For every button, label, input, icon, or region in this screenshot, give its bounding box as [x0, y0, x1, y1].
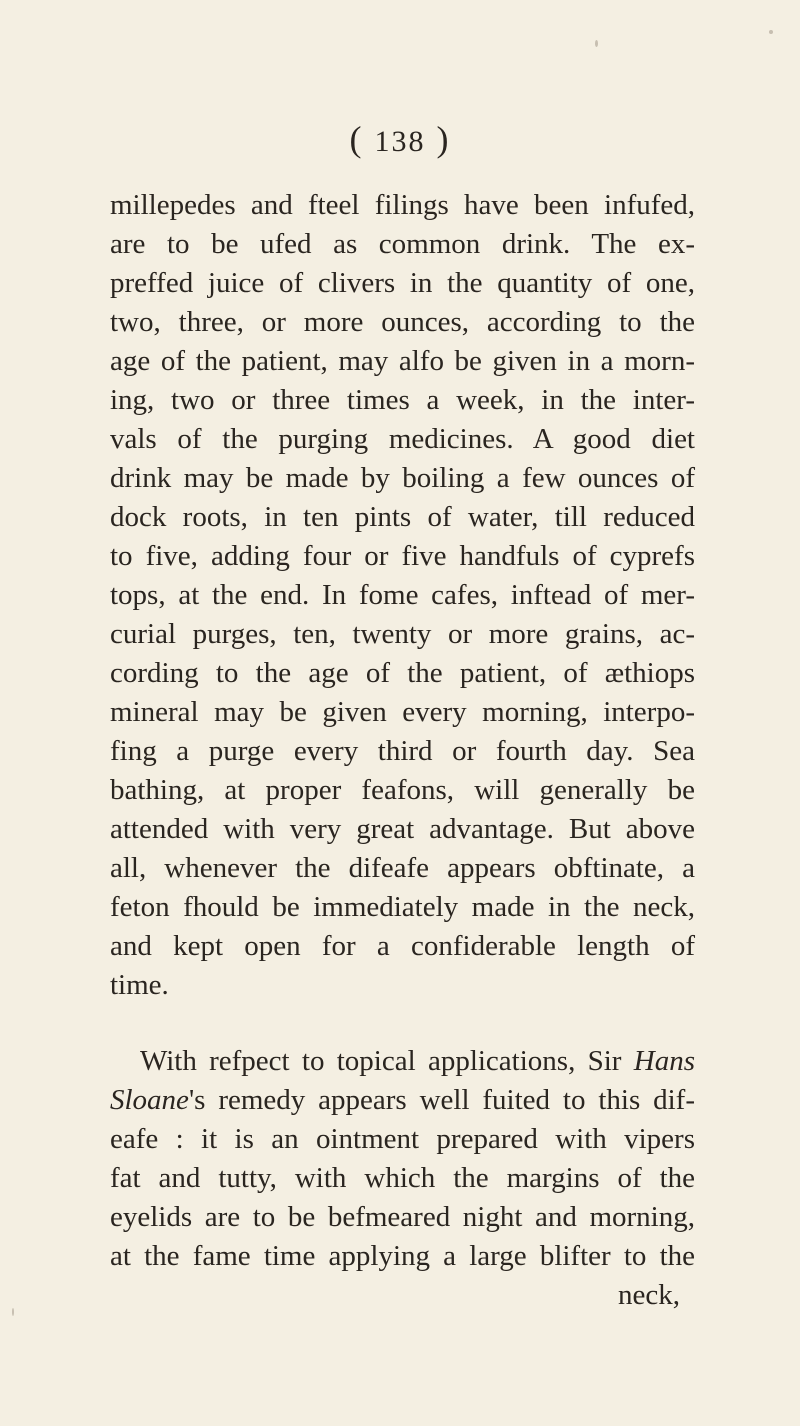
- text-line: bathing, at proper feafons, will generally be: [110, 774, 695, 806]
- text-line: at the fame time applying a large blifter to the: [110, 1240, 695, 1272]
- paper-speck: [595, 40, 598, 47]
- text-line: vals of the purging medicines. A good diet: [110, 423, 695, 455]
- text-line: curial purges, ten, twenty or more grains, ac-: [110, 618, 695, 650]
- text-line: to five, adding four or five handfuls of cyprefs: [110, 540, 695, 572]
- page-number: [0, 118, 800, 160]
- text-line: mineral may be given every morning, interpo-: [110, 696, 695, 728]
- text-segment: 's remedy appears well fuited to this dif-: [188, 1084, 695, 1116]
- open-paren: (: [349, 119, 364, 159]
- text-line: cording to the age of the patient, of æthiops: [110, 657, 695, 689]
- page-number-value: 138: [374, 125, 426, 158]
- text-line: two, three, or more ounces, according to the: [110, 306, 695, 338]
- close-paren: ): [436, 119, 451, 159]
- text-line: attended with very great advantage. But above: [110, 813, 695, 845]
- text-line: eafe : it is an ointment prepared with vipers: [110, 1123, 695, 1155]
- text-line: feton fhould be immediately made in the neck,: [110, 891, 695, 923]
- text-line: millepedes and fteel filings have been infufed,: [110, 189, 695, 221]
- text-line: [140, 1042, 695, 1080]
- text-line: dock roots, in ten pints of water, till reduced: [110, 501, 695, 533]
- name-hans: Hans: [633, 1045, 695, 1077]
- text-line: tops, at the end. In fome cafes, inftead of mer-: [110, 579, 695, 611]
- text-line: are to be ufed as common drink. The ex-: [110, 228, 695, 260]
- paper-speck: [769, 30, 773, 34]
- text-line: fing a purge every third or fourth day. Sea: [110, 735, 695, 767]
- text-line: ing, two or three times a week, in the inter-: [110, 384, 695, 416]
- catchword: neck,: [618, 1279, 680, 1311]
- text-line: [110, 1081, 695, 1119]
- text-line: drink may be made by boiling a few ounces of: [110, 462, 695, 494]
- name-sloane: Sloane: [110, 1084, 189, 1116]
- text-line: and kept open for a confiderable length of: [110, 930, 695, 962]
- text-line: time.: [110, 969, 169, 1001]
- text-line: preffed juice of clivers in the quantity of one,: [110, 267, 695, 299]
- text-line: fat and tutty, with which the margins of the: [110, 1162, 695, 1194]
- paper-speck: [12, 1308, 14, 1316]
- text-segment: With refpect to topical applications, Sir: [140, 1045, 634, 1077]
- text-line: all, whenever the difeafe appears obftinate, a: [110, 852, 695, 884]
- text-line: age of the patient, may alfo be given in a morn-: [110, 345, 695, 377]
- text-line: eyelids are to be befmeared night and morning,: [110, 1201, 695, 1233]
